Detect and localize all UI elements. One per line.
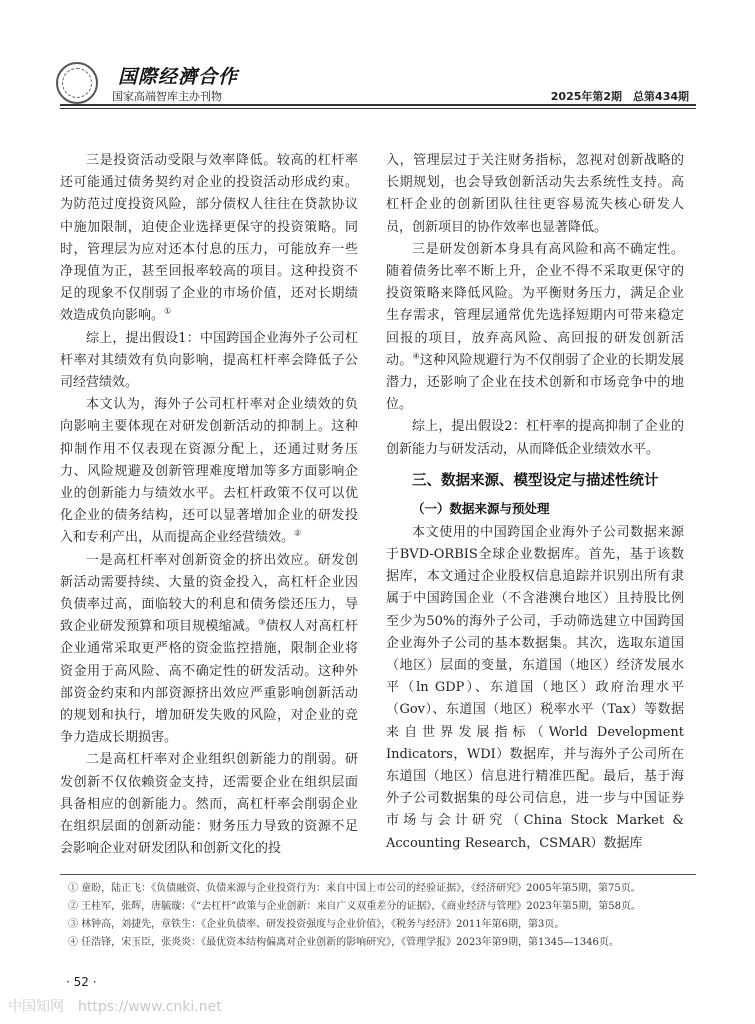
paragraph: 二是高杠杆率对企业组织创新能力的削弱。研发创新不仅依赖资金支持，还需要企业在组织层面具备相应的创新能力。然而，高杠杆率会削弱企业在组织层面的创新动能：财务压力导致的资源不足会影响企业对研发团队和创新文化的投 xyxy=(60,752,358,857)
logo-inner-ring xyxy=(62,68,92,98)
header-rule-thin xyxy=(60,108,696,109)
page-number: · 52 · xyxy=(66,975,97,989)
paragraph: 三是研发创新本身具有高风险和高不确定性。随着债务比率不断上升，企业不得不采取更保守的投资策略来降低风险。为平衡财务压力，满足企业生存需求，管理层通常优先选择短期内可带来稳定回报的项目，放弃高风险、高回报的研发创新活动。④这种风险规避行为不仅削弱了企业的长期发展潜力，还影响了企业在技术创新和市场竞争中的地位。 xyxy=(386,241,684,413)
paragraph: 一是高杠杆率对创新资金的挤出效应。研发创新活动需要持续、大量的资金投入，高杠杆企业因负债率过高，面临较大的利息和债务偿还压力，导致企业研发预算和项目规模缩减。③债权人对高杠杆企业通常采取更严格的资金监控措施，限制企业将资金用于高风险、高不确定性的研发活动。这种外部资金约束和内部资源挤出效应严重影响创新活动的规划和执行，增加研发失败的风险，对企业的竞争力造成长期损害。 xyxy=(60,552,358,746)
journal-logo-icon xyxy=(56,62,98,104)
footnote-ref: ② xyxy=(294,529,302,539)
paragraph: 综上，提出假设1：中国跨国企业海外子公司杠杆率对其绩效有负向影响，提高杠杆率会降低子公司经营绩效。 xyxy=(60,330,358,391)
footnote-ref: ④ xyxy=(412,351,420,361)
footnotes xyxy=(60,880,696,952)
page-header xyxy=(0,0,755,110)
paragraph: 本文认为，海外子公司杠杆率对企业绩效的负向影响主要体现在对研发创新活动的抑制上。这种抑制作用不仅表现在资源分配上，还通过财务压力、风险规避及创新管理难度增加等多方面影响企业的创新能力与绩效水平。去杠杆政策不仅可以优化企业的债务结构，还可以显著增加企业的研发投入和专利产出，从而提高企业经营绩效。② xyxy=(60,397,358,546)
paragraph: 综上，提出假设2：杠杆率的提高抑制了企业的创新能力与研发活动，从而降低企业绩效水平。 xyxy=(386,419,684,457)
header-rule-thick xyxy=(60,104,696,106)
footnote: ① 童盼，陆正飞：《负债融资、负债来源与企业投资行为：来自中国上市公司的经验证据》，《经济研究》2005年第5期，第75页。 xyxy=(68,883,641,894)
paragraph: 三是投资活动受限与效率降低。较高的杠杆率还可能通过债务契约对企业的投资活动形成约束。为防范过度投资风险，部分债权人往往在贷款协议中施加限制，迫使企业选择更保守的投资策略。同时，管理层为应对还本付息的压力，可能放弃一些净现值为正，甚至回报率较高的项目。这种投资不足的现象不仅削弱了企业的市场价值，还对长期绩效造成负向影响。① xyxy=(60,153,358,324)
footnote: ④ 任浩锋，宋玉臣，张炎炎：《最优资本结构偏离对企业创新的影响研究》，《管理学报》2023年第9期，第1345—1346页。 xyxy=(68,937,619,948)
paragraph: 本文使用的中国跨国企业海外子公司数据来源于BVD-ORBIS全球企业数据库。首先，基于该数据库，本文通过企业股权信息追踪并识别出所有隶属于中国跨国企业（不含港澳台地区）且持股比例至少为50%的海外子公司，手动筛选建立中国跨国企业海外子公司的基本数据集。其次，选取东道国（地区）层面的变量，东道国（地区）经济发展水平（ln GDP）、东道国（地区）政府治理水平（Gov）、东道国（地区）税率水平（Tax）等数据来自世界发展指标（World Development Indicators，WDI）数据库，并与海外子公司所在东道国（地区）信息进行精准匹配。最后，基于海外子公司数据集的母公司信息，进一步与中国证券市场与会计研究（China Stock Market & Accounting Research，CSMAR）数据库 xyxy=(386,524,684,851)
footnote-ref: ① xyxy=(164,307,172,317)
right-column xyxy=(386,150,684,855)
footnote-ref: ③ xyxy=(258,617,266,627)
footnote-divider xyxy=(60,874,696,875)
footnote: ③ 林钟高，刘捷先，章铁生：《企业负债率、研发投资强度与企业价值》，《税务与经济》2011年第6期，第3页。 xyxy=(68,919,565,930)
journal-subtitle: 国家高端智库主办刊物 xyxy=(112,90,222,103)
subsection-heading: （一）数据来源与预处理 xyxy=(412,500,550,516)
journal-title: 国際经濟合作 xyxy=(118,66,239,88)
section-heading: 三、数据来源、模型设定与描述性统计 xyxy=(412,472,659,489)
footnote: ② 王桂军，张辉，唐毓璇：《“去杠杆”政策与企业创新：来自广义双重差分的证据》，《商业经济与管理》2023年第5期，第58页。 xyxy=(68,901,641,912)
watermark: 中国知网 https://www.cnki.net xyxy=(8,999,222,1015)
paragraph: 入，管理层过于关注财务指标，忽视对创新战略的长期规划，也会导致创新活动失去系统性支持。高杠杆企业的创新团队往往更容易流失核心研发人员，创新项目的协作效率也显著降低。 xyxy=(386,153,684,235)
issue-info: 2025年第2期 总第434期 xyxy=(550,90,689,103)
left-column xyxy=(60,150,358,861)
